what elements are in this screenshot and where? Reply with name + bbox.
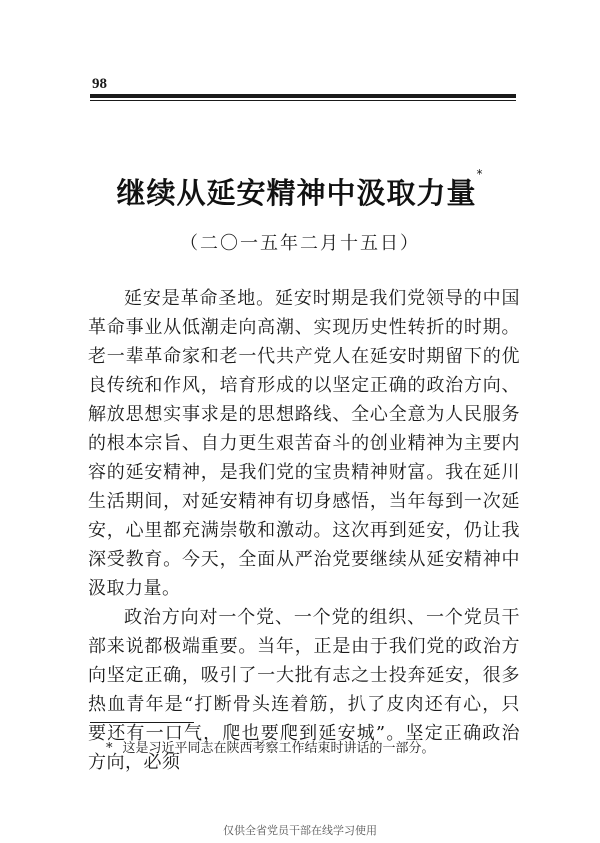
paragraph-1: 延安是革命圣地。延安时期是我们党领导的中国革命事业从低潮走向高潮、实现历史性转折的时期。老一辈革命家和老一代共产党人在延安时期留下的优良传统和作风，培育形成的以坚定正确的政治方向、解放思想实事求是的思想路线、全心全意为人民服务的根本宗旨、自力更生艰苦奋斗的创业精神为主要内容的延安精神，是我们党的宝贵精神财富。我在延川生活期间，对延安精神有切身感悟，当年每到一次延安，心里都充满崇敬和激动。这次再到延安，仍让我深受教育。今天，全面从严治党要继续从延安精神中汲取力量。	[88, 288, 520, 599]
footnote-text: 这是习近平同志在陕西考察工作结束时讲话的一部分。	[122, 741, 435, 756]
header-rule-thick	[90, 94, 516, 98]
page-number: 98	[92, 76, 107, 92]
article-title-text: 继续从延安精神中汲取力量	[116, 176, 477, 210]
article-date: （二〇一五年二月十五日）	[180, 233, 420, 254]
title-footnote-mark: *	[476, 167, 484, 181]
header-rule-thin	[90, 100, 516, 101]
article-body	[88, 284, 520, 777]
footnote-rule	[90, 722, 194, 723]
footnote-mark: *	[106, 741, 113, 756]
paragraph-2: 政治方向对一个党、一个党的组织、一个党员干部来说都极端重要。当年，正是由于我们党的政治方向坚定正确，吸引了一大批有志之士投奔延安，很多热血青年是“打断骨头连着筋，扒了皮肉还有心，只要还有一口气，爬也要爬到延安城”。坚定正确政治方向，必须	[88, 607, 520, 773]
footnote	[106, 737, 435, 756]
watermark: 仅供全省党员干部在线学习使用	[223, 824, 377, 837]
article-title	[0, 167, 600, 212]
